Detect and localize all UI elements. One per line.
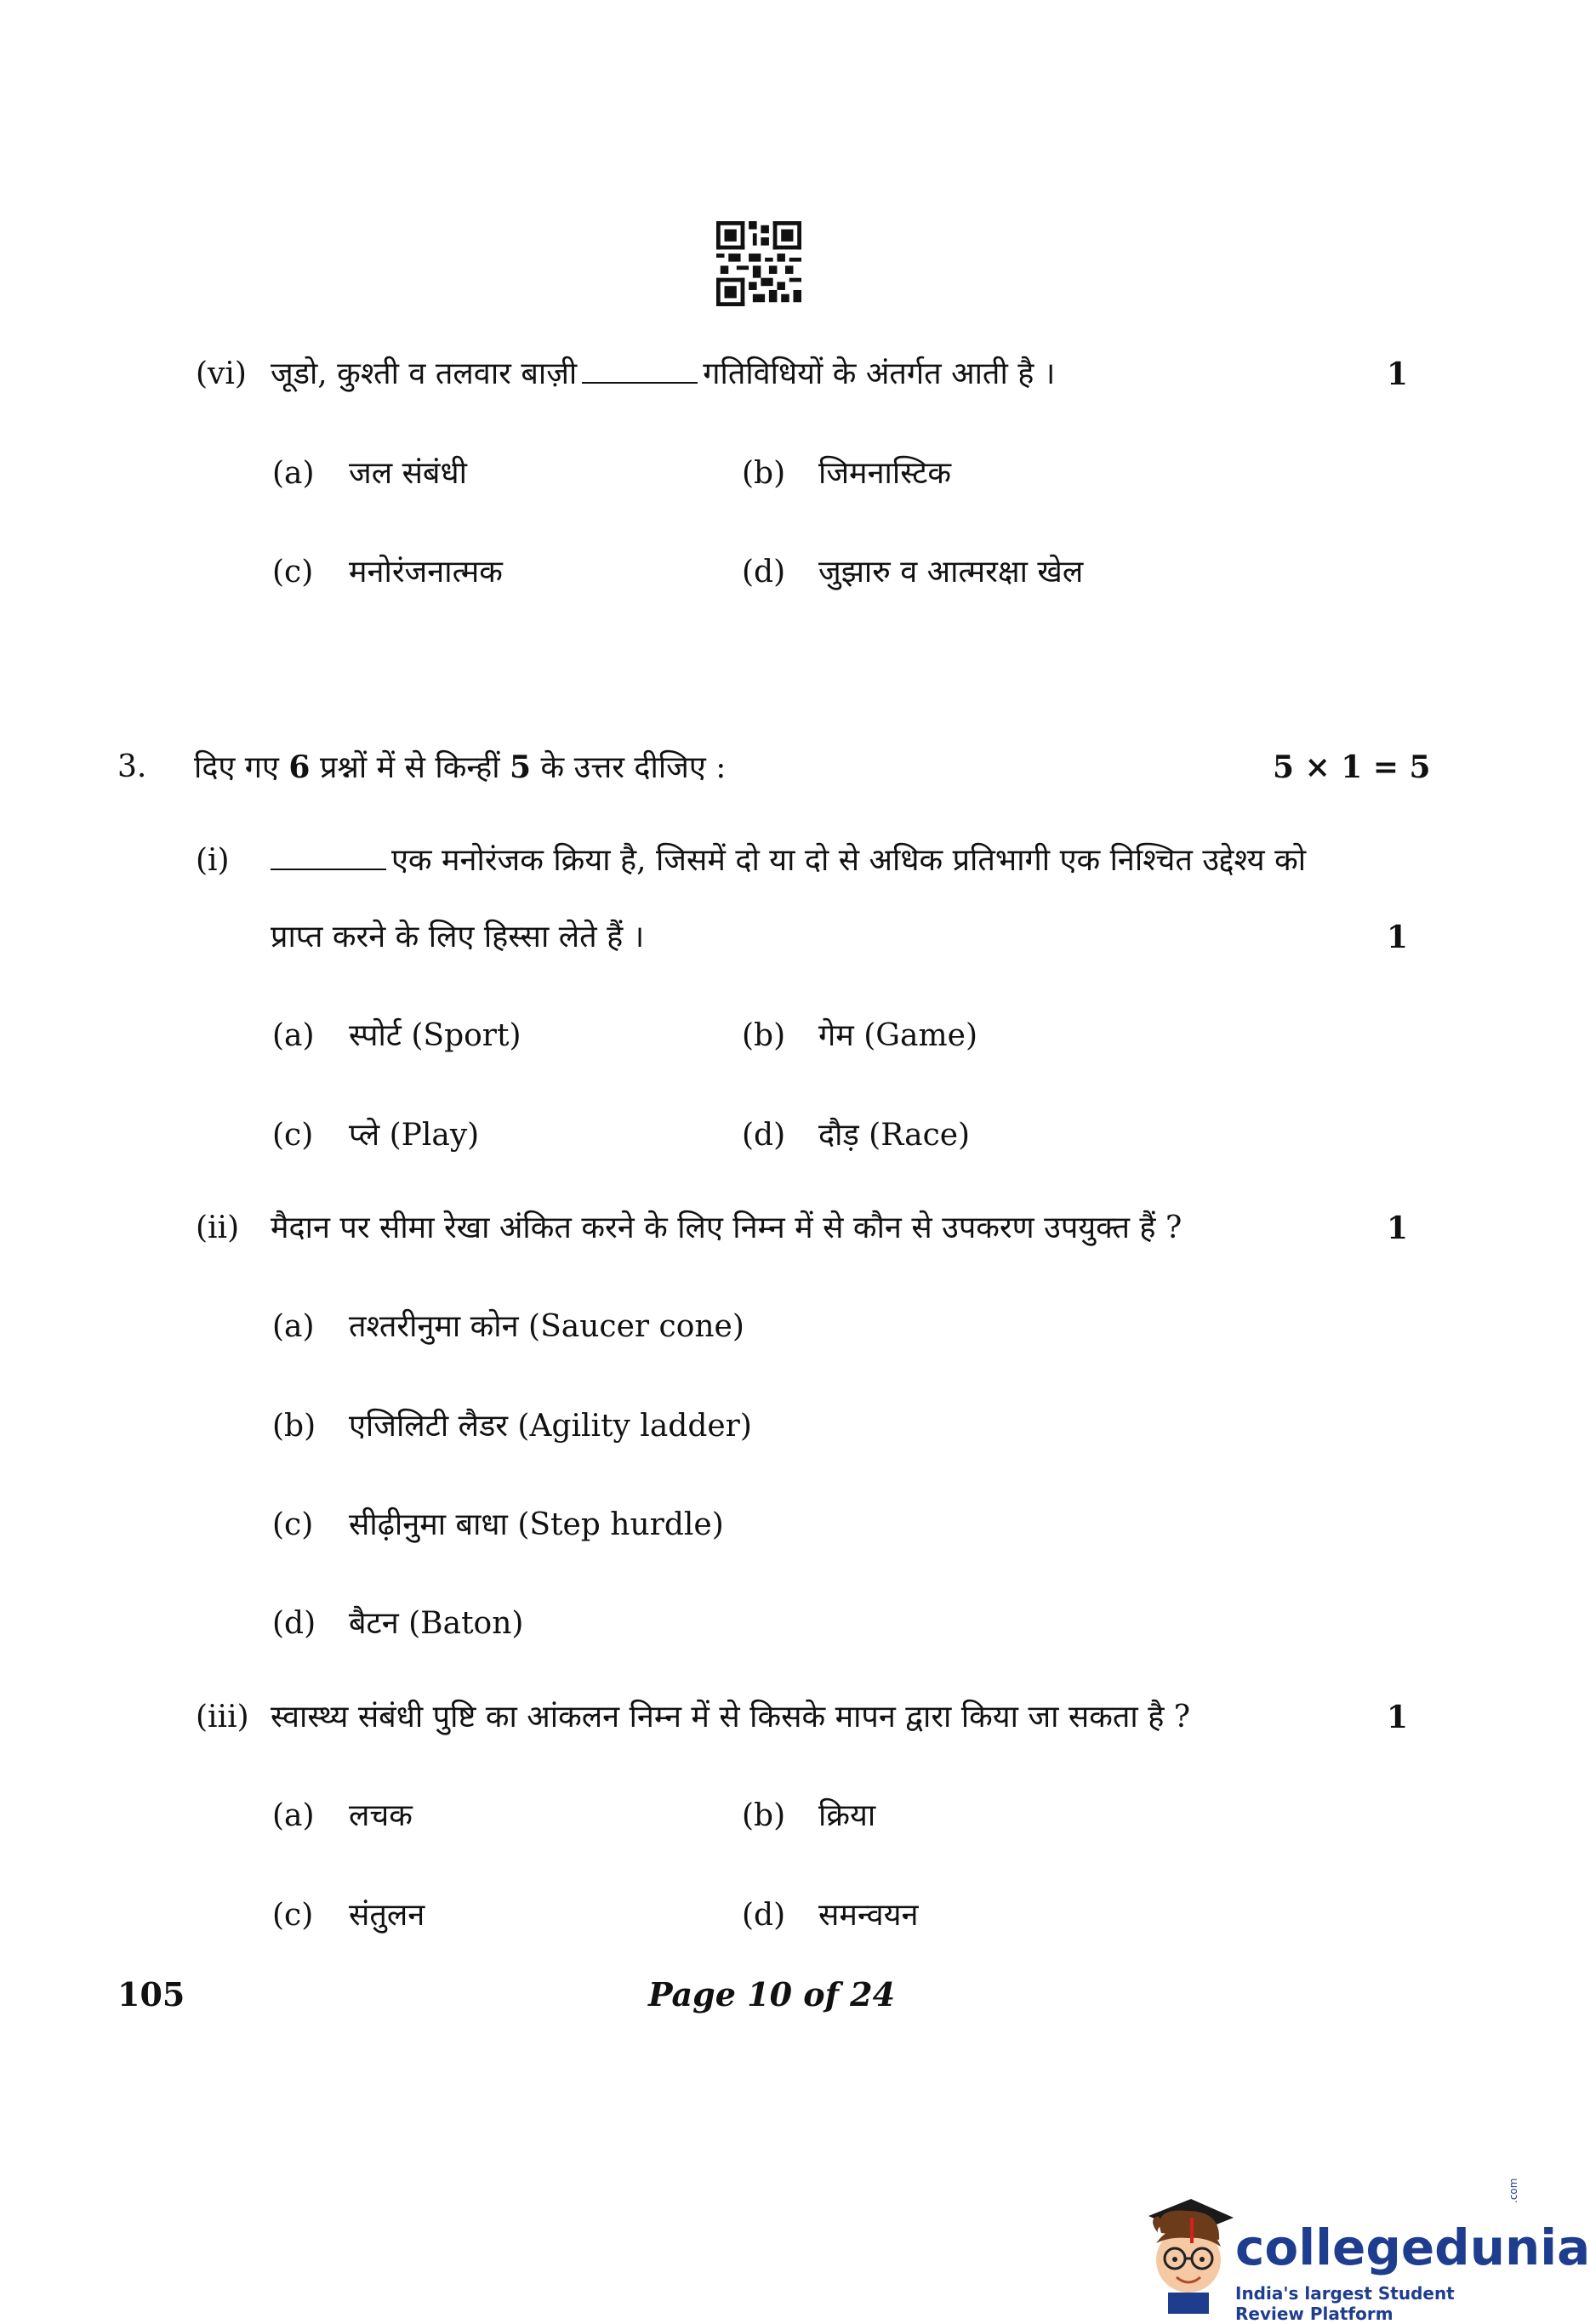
question-text-line: एक मनोरंजक क्रिया है, जिसमें दो या दो से अधिक प्रतिभागी एक निश्चित उद्देश्य को: [391, 843, 1307, 878]
option-text: गेम (Game): [818, 1018, 977, 1053]
paper-code: 105: [117, 1975, 185, 2014]
option-label: (c): [272, 1507, 314, 1542]
question-text-after: गतिविधियों के अंतर्गत आती है ।: [703, 356, 1056, 391]
instruction-part: के उत्तर दीजिए :: [540, 750, 727, 785]
option-text: क्रिया: [818, 1798, 876, 1833]
question-text-line: प्राप्त करने के लिए हिस्सा लेते हैं ।: [271, 920, 645, 954]
option-text: जिमनास्टिक: [818, 456, 951, 491]
option-text: मनोरंजनात्मक: [349, 555, 503, 590]
option-label: (d): [272, 1606, 316, 1641]
question-label: (i): [196, 843, 230, 878]
option-text: एजिलिटी लैडर (Agility ladder): [349, 1409, 752, 1444]
logo-domain: .com: [1507, 2178, 1519, 2203]
question-text: स्वास्थ्य संबंधी पुष्टि का आंकलन निम्न में से किसके मापन द्वारा किया जा सकता है ?: [271, 1700, 1191, 1734]
option-label: (b): [742, 1798, 786, 1833]
option-label: (a): [272, 456, 315, 491]
instruction-part: प्रश्नों में से किन्हीं: [319, 750, 500, 785]
option-label: (c): [272, 1118, 314, 1153]
question-text: मैदान पर सीमा रेखा अंकित करने के लिए निम्न में से कौन से उपकरण उपयुक्त हैं ?: [271, 1210, 1183, 1245]
question-label: (vi): [196, 356, 247, 391]
option-label: (c): [272, 1898, 314, 1933]
option-text: प्ले (Play): [349, 1118, 480, 1153]
option-text: तश्तरीनुमा कोन (Saucer cone): [349, 1309, 744, 1344]
option-label: (d): [742, 1118, 786, 1153]
instruction-count: 5: [510, 749, 532, 785]
question-instruction: [194, 749, 726, 787]
option-label: (d): [742, 555, 786, 590]
student-mascot-icon: [1127, 2199, 1238, 2314]
option-text: समन्वयन: [818, 1898, 919, 1933]
question-label: (iii): [196, 1700, 249, 1734]
qr-code-icon: [716, 221, 801, 306]
question-number: 3.: [117, 749, 147, 784]
section-marks: 5 × 1 = 5: [1273, 749, 1431, 785]
option-label: (c): [272, 555, 314, 590]
option-text: सीढ़ीनुमा बाधा (Step hurdle): [349, 1507, 724, 1542]
question-label: (ii): [196, 1210, 240, 1245]
question-text: [271, 842, 1306, 880]
question-marks: 1: [1387, 356, 1409, 392]
option-text: जुझारु व आत्मरक्षा खेल: [818, 555, 1084, 590]
option-text: स्पोर्ट (Sport): [349, 1018, 521, 1053]
question-marks: 1: [1387, 920, 1409, 955]
option-text: जल संबंधी: [349, 456, 467, 491]
option-label: (a): [272, 1018, 315, 1053]
option-label: (a): [272, 1798, 315, 1833]
option-label: (a): [272, 1309, 315, 1344]
question-text-before: जूडो, कुश्ती व तलवार बाज़ी: [271, 356, 578, 391]
option-text: लचक: [349, 1798, 413, 1833]
option-label: (d): [742, 1898, 786, 1933]
instruction-part: दिए गए: [194, 750, 279, 785]
option-text: बैटन (Baton): [349, 1606, 524, 1641]
question-text: [271, 356, 1055, 393]
option-label: (b): [742, 456, 786, 491]
option-label: (b): [272, 1409, 316, 1444]
question-marks: 1: [1387, 1210, 1409, 1246]
option-text: संतुलन: [349, 1898, 425, 1933]
option-label: (b): [742, 1018, 786, 1053]
question-marks: 1: [1387, 1700, 1409, 1735]
answer-blank: [582, 356, 698, 384]
instruction-count: 6: [288, 749, 311, 785]
logo-tagline: India's largest Student Review Platform: [1235, 2283, 1455, 2324]
option-text: दौड़ (Race): [818, 1118, 971, 1153]
page-number: Page 10 of 24: [648, 1975, 896, 2014]
logo-name: collegedunia: [1235, 2219, 1590, 2276]
answer-blank: [271, 843, 386, 870]
